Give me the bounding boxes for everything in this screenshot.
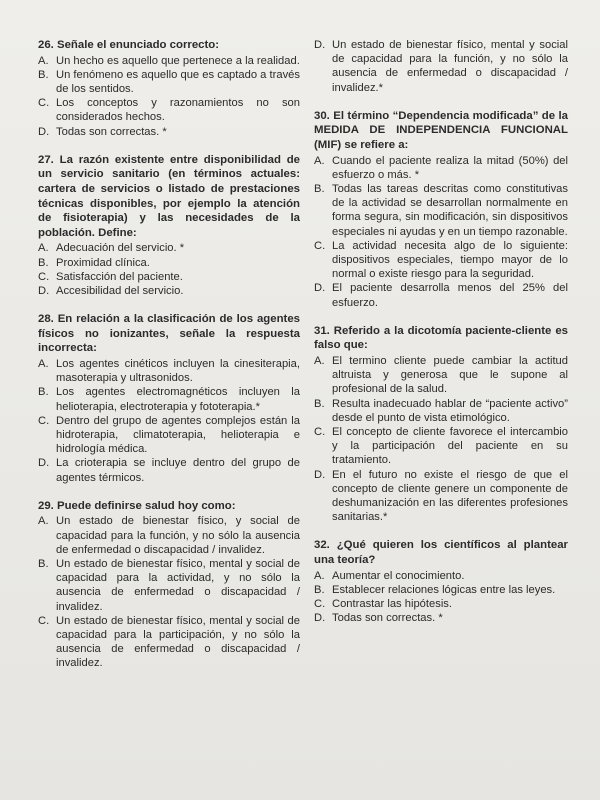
option-letter: C. — [38, 614, 50, 627]
option-letter: B. — [38, 68, 49, 81]
option-letter: B. — [314, 183, 325, 195]
question-title: 32. ¿Qué quieren los científicos al plantear una teoría? — [314, 539, 568, 567]
option-text: Establecer relaciones lógicas entre las leyes. — [332, 583, 556, 596]
right-question-list — [314, 109, 568, 626]
answer-option — [38, 96, 300, 124]
answer-option — [314, 239, 568, 282]
option-letter: A. — [38, 242, 49, 255]
question-title: 28. En relación a la clasificación de los agentes físicos no ionizantes, señale la respuesta incorrecta: — [38, 313, 300, 355]
option-letter: D. — [38, 457, 50, 470]
option-text: Los agentes cinéticos incluyen la cinesiterapia, masoterapia y ultrasonidos. — [56, 357, 300, 385]
option-letter: B. — [314, 583, 325, 596]
option-text: El concepto de cliente favorece el intercambio y la participación del paciente en su tratamiento. — [332, 426, 568, 467]
option-text: Satisfacción del paciente. — [56, 270, 183, 283]
option-text: Todas son correctas. * — [56, 125, 167, 138]
option-text: La actividad necesita algo de lo siguiente: dispositivos especiales, tiempo mayor de lo normal o existe riesgo para la seguridad. — [332, 239, 568, 281]
option-text: Dentro del grupo de agentes complejos están la hidroterapia, climatoterapia, helioterapia e hidrología médica. — [56, 414, 300, 456]
option-text: Proximidad clínica. — [56, 256, 150, 269]
option-text: Aumentar el conocimiento. — [332, 569, 465, 582]
question-title: 30. El término “Dependencia modificada” de la MEDIDA DE INDEPENDENCIA FUNCIONAL (MIF) se refiere a: — [314, 109, 568, 151]
question-block — [38, 38, 300, 139]
option-letter: C. — [314, 598, 326, 611]
answer-option — [314, 354, 568, 397]
answer-option — [314, 281, 568, 309]
answer-option — [38, 284, 300, 298]
option-text: Los agentes electromagnéticos incluyen la helioterapia, electroterapia y fototerapia.* — [56, 386, 300, 413]
answer-option — [38, 557, 300, 614]
option-text: Resulta inadecuado hablar de “paciente activo” desde el punto de vista etimológico. — [332, 397, 568, 424]
answer-option — [38, 385, 300, 413]
option-letter: C. — [38, 414, 50, 427]
option-letter: A. — [314, 355, 325, 368]
option-text: Un estado de bienestar físico, mental y social de capacidad para la función, y no sólo la ausencia de enfermedad o discapacidad / invalidez.* — [332, 39, 568, 94]
option-text: La crioterapia se incluye dentro del grupo de agentes térmicos. — [56, 457, 300, 484]
answer-option — [314, 583, 568, 597]
option-letter: A. — [38, 357, 49, 370]
option-letter: A. — [314, 569, 325, 582]
option-letter: A. — [38, 515, 49, 528]
answer-option — [314, 182, 568, 239]
option-text: Todas las tareas descritas como constitutivas de la actividad se desarrollan normalmente en forma segura, sin modificación, sin dispositivos especiales ni ayudas y en un tiempo razonable. — [332, 183, 568, 238]
answer-option — [314, 154, 568, 182]
question-block — [314, 324, 568, 525]
option-text: Adecuación del servicio. * — [56, 242, 185, 255]
answer-option — [38, 256, 300, 270]
option-text: Un hecho es aquello que pertenece a la realidad. — [56, 54, 300, 67]
answer-option — [314, 597, 568, 611]
option-text: Cuando el paciente realiza la mitad (50%) del esfuerzo o más. * — [332, 154, 568, 181]
option-letter: B. — [38, 256, 49, 269]
question-title: 27. La razón existente entre disponibilidad de un servicio sanitario (en términos actuales: cartera de servicios o listado de prestaciones técnicas disponibles, por ejemplo la atención de fisioterapia) y las necesidades de la población. Define: — [38, 153, 300, 239]
question-title: 31. Referido a la dicotomía paciente-cliente es falso que: — [314, 324, 568, 352]
answer-option — [38, 125, 300, 139]
option-text: Un fenómeno es aquello que es captado a través de los sentidos. — [56, 68, 300, 95]
option-letter: D. — [314, 468, 326, 481]
answer-option — [314, 425, 568, 468]
answer-option — [38, 68, 300, 96]
question-block — [38, 499, 300, 671]
option-text: El termino cliente puede cambiar la actitud altruista y generosa que le supone al profesional de la salud. — [332, 355, 568, 396]
option-letter: B. — [38, 386, 49, 399]
question-block — [314, 538, 568, 625]
option-letter: D. — [314, 612, 326, 625]
answer-option — [38, 456, 300, 484]
option-letter: D. — [38, 284, 50, 297]
option-text: Un estado de bienestar físico, mental y social de capacidad para la participación, y no sólo la ausencia de enfermedad o discapacidad / invalidez. — [56, 614, 300, 670]
answer-option — [314, 611, 568, 625]
option-text: Contrastar las hipótesis. — [332, 598, 453, 611]
question-block — [38, 153, 300, 298]
answer-option-29-d — [314, 38, 568, 95]
answer-option — [38, 270, 300, 284]
option-letter: A. — [314, 154, 325, 167]
right-column — [314, 38, 568, 639]
answer-option — [38, 357, 300, 385]
question-title: 26. Señale el enunciado correcto: — [38, 39, 220, 51]
option-letter: D. — [314, 39, 326, 51]
answer-option — [314, 569, 568, 583]
answer-option — [38, 241, 300, 255]
option-letter: D. — [314, 282, 326, 295]
question-block — [314, 109, 568, 310]
question-block — [38, 312, 300, 485]
question-title: 29. Puede definirse salud hoy como: — [38, 499, 236, 512]
option-letter: D. — [38, 125, 50, 138]
option-text: Un estado de bienestar físico, y social de capacidad para la función, y no sólo la ausencia de enfermedad o discapacidad / invalidez. — [56, 515, 300, 556]
left-column — [38, 38, 300, 685]
answer-option — [38, 614, 300, 671]
option-letter: C. — [314, 239, 326, 252]
answer-option — [38, 514, 300, 557]
option-letter: B. — [314, 397, 325, 410]
option-text: Accesibilidad del servicio. — [56, 284, 184, 297]
answer-option — [38, 414, 300, 457]
option-letter: C. — [314, 426, 326, 439]
option-text: En el futuro no existe el riesgo de que el concepto de cliente genere un componente de deshumanización en las diferentes profesiones sanitarias.* — [332, 468, 568, 524]
option-letter: A. — [38, 54, 49, 67]
option-letter: C. — [38, 97, 50, 110]
option-text: Todas son correctas. * — [332, 612, 443, 625]
answer-option — [38, 54, 300, 68]
option-text: Los conceptos y razonamientos no son considerados hechos. — [56, 97, 300, 124]
option-text: El paciente desarrolla menos del 25% del esfuerzo. — [332, 282, 568, 309]
answer-option — [314, 397, 568, 425]
option-text: Un estado de bienestar físico, mental y social de capacidad para la actividad, y no sólo la ausencia de enfermedad o discapacidad / invalidez. — [56, 558, 300, 613]
answer-option — [314, 468, 568, 525]
option-letter: C. — [38, 270, 50, 283]
option-letter: B. — [38, 558, 49, 570]
